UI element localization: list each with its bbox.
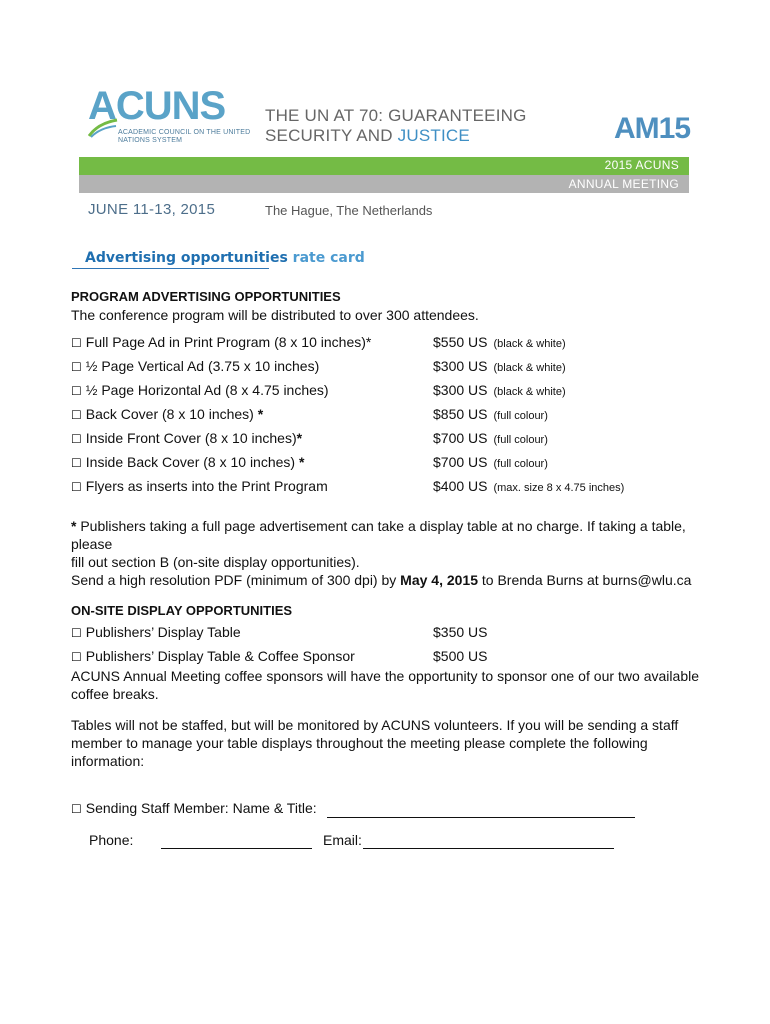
footnote-line-1: Publishers taking a full page advertisement can take a display table at no charge. If taking a table, please: [71, 518, 686, 552]
option-price-cell: [433, 333, 566, 353]
option-label: ½ Page Horizontal Ad (8 x 4.75 inches): [85, 382, 329, 398]
onsite-option-row: [71, 623, 241, 642]
staff-checkbox[interactable]: ☐: [71, 802, 82, 816]
staff-name-field[interactable]: [327, 803, 635, 818]
option-label: Flyers as inserts into the Print Program: [85, 478, 328, 494]
event-dates: JUNE 11-13, 2015: [88, 201, 216, 218]
onsite-checkbox[interactable]: ☐: [71, 626, 82, 640]
option-star: *: [253, 406, 264, 422]
rate-card-title-b: rate card: [287, 250, 365, 266]
theme-line-2-a: SECURITY AND: [265, 126, 398, 145]
option-price: $400 US: [433, 478, 488, 494]
sponsor-text: ACUNS Annual Meeting coffee sponsors will have the opportunity to sponsor one of our two available coffee breaks.: [71, 668, 699, 702]
acuns-logo: [88, 86, 258, 150]
deadline-date: May 4, 2015: [400, 572, 479, 588]
program-option-row: [71, 453, 304, 472]
program-option-row: [71, 333, 371, 352]
option-price-cell: [433, 405, 548, 425]
onsite-price: $350 US: [433, 624, 488, 640]
onsite-option-row: [71, 647, 355, 666]
onsite-heading: ON-SITE DISPLAY OPPORTUNITIES: [71, 603, 293, 618]
option-price: $300 US: [433, 382, 488, 398]
option-note: (black & white): [493, 386, 566, 398]
option-price: $550 US: [433, 334, 488, 350]
program-option-row: [71, 429, 302, 448]
email-field[interactable]: [363, 834, 614, 849]
option-price: $850 US: [433, 406, 488, 422]
rate-card-title: [85, 250, 365, 266]
option-label: Inside Back Cover (8 x 10 inches): [85, 454, 296, 470]
program-intro: The conference program will be distributed to over 300 attendees.: [71, 307, 479, 323]
send-instructions-a: Send a high resolution PDF (minimum of 300 dpi) by: [71, 572, 401, 588]
option-checkbox[interactable]: ☐: [71, 336, 82, 350]
rate-card-title-a: Advertising opportunities: [85, 250, 288, 266]
option-price: $300 US: [433, 358, 488, 374]
staff-member-row: [71, 799, 635, 818]
option-price: $700 US: [433, 454, 488, 470]
band-meeting-label: ANNUAL MEETING: [568, 177, 679, 191]
theme-line-2: [265, 126, 527, 146]
onsite-label: Publishers’ Display Table: [85, 624, 241, 640]
program-option-row: [71, 381, 329, 400]
footnote: [71, 517, 701, 589]
title-divider: [72, 268, 269, 269]
program-heading: PROGRAM ADVERTISING OPPORTUNITIES: [71, 289, 341, 304]
footnote-star: *: [71, 518, 77, 534]
program-option-row: [71, 357, 319, 376]
staff-label: Sending Staff Member: Name & Title:: [85, 800, 317, 816]
option-price-cell: [433, 477, 624, 497]
option-note: (max. size 8 x 4.75 inches): [493, 482, 625, 494]
logo-wordmark: ACUNS: [88, 84, 226, 128]
option-price-cell: [433, 429, 548, 449]
staff-text: Tables will not be staffed, but will be monitored by ACUNS volunteers. If you will be sending a staff member to manage your table displays throughout the meeting please complete the following information:: [71, 717, 679, 769]
option-star: *: [296, 430, 303, 446]
option-price-cell: [433, 453, 548, 473]
option-label: Inside Front Cover (8 x 10 inches): [85, 430, 297, 446]
option-checkbox[interactable]: ☐: [71, 384, 82, 398]
option-checkbox[interactable]: ☐: [71, 360, 82, 374]
theme-accent-word: JUSTICE: [397, 126, 470, 145]
option-star: *: [295, 454, 305, 470]
logo-swoosh-icon: [88, 116, 118, 138]
option-note: (full colour): [493, 410, 548, 422]
logo-subtitle: ACADEMIC COUNCIL ON THE UNITED NATIONS SYSTEM: [118, 129, 251, 144]
footnote-line-2: fill out section B (on-site display opportunities).: [71, 554, 360, 570]
option-note: (full colour): [493, 458, 548, 470]
band-year-label: 2015 ACUNS: [604, 158, 679, 172]
phone-label: Phone:: [89, 832, 134, 848]
option-checkbox[interactable]: ☐: [71, 432, 82, 446]
program-option-row: [71, 477, 328, 496]
option-checkbox[interactable]: ☐: [71, 480, 82, 494]
event-code: AM15: [614, 112, 691, 145]
theme-line-1: THE UN AT 70: GUARANTEEING: [265, 106, 527, 125]
option-note: (full colour): [493, 434, 548, 446]
conference-theme: [265, 106, 527, 146]
event-location: The Hague, The Netherlands: [265, 203, 433, 218]
header-band-grey: [79, 175, 689, 193]
email-field-wrap: [363, 831, 614, 849]
option-label: Back Cover (8 x 10 inches): [85, 406, 254, 422]
option-price-cell: [433, 381, 566, 401]
option-price-cell: [433, 357, 566, 377]
option-checkbox[interactable]: ☐: [71, 408, 82, 422]
option-note: (black & white): [493, 362, 566, 374]
option-price: $700 US: [433, 430, 488, 446]
send-instructions-b: to Brenda Burns at burns@wlu.ca: [478, 572, 692, 588]
option-label: ½ Page Vertical Ad (3.75 x 10 inches): [85, 358, 320, 374]
option-checkbox[interactable]: ☐: [71, 456, 82, 470]
onsite-label: Publishers’ Display Table & Coffee Sponsor: [85, 648, 355, 664]
onsite-price: $500 US: [433, 648, 488, 664]
email-label: Email:: [323, 832, 362, 848]
phone-field-wrap: [161, 831, 312, 849]
phone-field[interactable]: [161, 834, 312, 849]
onsite-checkbox[interactable]: ☐: [71, 650, 82, 664]
option-label: Full Page Ad in Print Program (8 x 10 inches)*: [85, 334, 372, 350]
program-option-row: [71, 405, 263, 424]
header-band-green: [79, 157, 689, 175]
option-note: (black & white): [493, 338, 566, 350]
